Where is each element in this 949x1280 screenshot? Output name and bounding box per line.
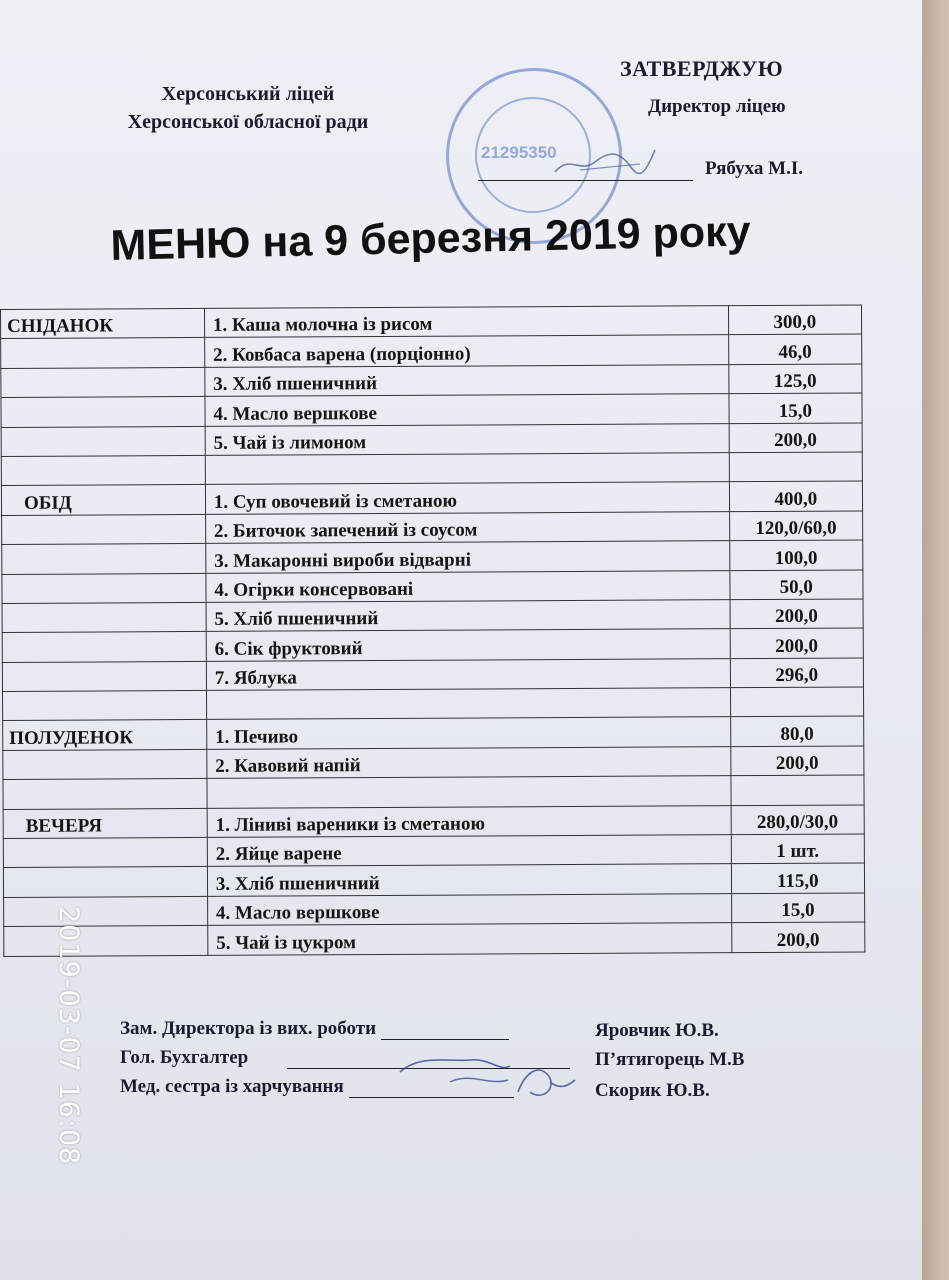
dish-cell: 2. Ковбаса варена (порціонно)	[205, 335, 729, 367]
menu-row	[1, 393, 862, 427]
portion-cell: 400,0	[729, 481, 863, 511]
meal-section-cell	[4, 926, 208, 956]
meal-section-cell	[3, 837, 207, 867]
director-signature	[550, 144, 660, 184]
org-line-1: Херсонський ліцей	[161, 83, 335, 105]
menu-row	[2, 540, 863, 574]
portion-cell: 280,0/30,0	[731, 805, 865, 835]
portion-cell: 80,0	[730, 716, 864, 746]
menu-row	[4, 922, 865, 956]
stamp-code: 21295350	[481, 143, 557, 162]
menu-row	[1, 452, 862, 486]
portion-cell: 115,0	[731, 863, 865, 893]
dish-cell: 4. Масло вершкове	[205, 394, 729, 426]
dish-cell: 3. Хліб пшеничний	[205, 364, 729, 396]
signature-role: Гол. Бухгалтер	[120, 1047, 249, 1068]
dish-cell: 4. Масло вершкове	[207, 893, 731, 925]
menu-row	[3, 716, 864, 750]
meal-section-cell	[2, 632, 206, 662]
meal-section-cell	[1, 455, 205, 485]
portion-cell: 200,0	[730, 746, 864, 776]
menu-row	[1, 305, 862, 339]
meal-section-cell	[2, 602, 206, 632]
meal-section-cell: СНІДАНОК	[1, 308, 205, 338]
dish-cell: 1. Суп овочевий із сметаною	[205, 482, 729, 514]
background-wall	[922, 0, 949, 1280]
signature-role: Зам. Директора із вих. роботи	[120, 1018, 377, 1039]
menu-row	[2, 599, 863, 633]
dish-cell: 1. Ліниві вареники із сметаною	[207, 805, 731, 837]
approve-heading: ЗАТВЕРДЖУЮ	[620, 56, 784, 81]
portion-cell: 50,0	[729, 570, 863, 600]
signature-name: Скорик Ю.В.	[595, 1080, 710, 1101]
portion-cell: 100,0	[729, 540, 863, 570]
portion-cell: 15,0	[731, 893, 865, 923]
organization-name	[78, 80, 418, 136]
dish-cell: 6. Сік фруктовий	[206, 629, 730, 661]
signature-name: Яровчик Ю.В.	[595, 1020, 719, 1041]
meal-section-cell: ВЕЧЕРЯ	[3, 808, 207, 838]
meal-section-cell	[3, 867, 207, 897]
page-title: МЕНЮ на 9 березня 2019 року	[110, 207, 752, 270]
meal-section-cell	[1, 367, 205, 397]
menu-row	[3, 775, 864, 809]
portion-cell: 200,0	[731, 922, 865, 952]
dish-cell	[207, 776, 731, 808]
meal-section-cell	[2, 573, 206, 603]
portion-cell: 200,0	[730, 599, 864, 629]
dish-cell: 2. Яйце варене	[207, 835, 731, 867]
meal-section-cell	[2, 514, 206, 544]
menu-row	[2, 570, 863, 604]
menu-table	[0, 304, 865, 956]
meal-section-cell	[4, 896, 208, 926]
menu-row	[3, 834, 864, 868]
menu-row	[2, 628, 863, 662]
meal-section-cell: ПОЛУДЕНОК	[3, 720, 207, 750]
approve-name: Рябуха М.І.	[705, 158, 803, 179]
portion-cell: 200,0	[729, 423, 863, 453]
menu-row	[2, 511, 863, 545]
menu-row	[2, 658, 863, 692]
signature-name: П’ятигорець М.В	[595, 1049, 745, 1070]
menu-row	[3, 746, 864, 780]
dish-cell	[206, 688, 730, 720]
photo-timestamp	[52, 906, 86, 1236]
dish-cell	[205, 453, 729, 485]
meal-section-cell	[3, 691, 207, 721]
dish-cell: 5. Чай із лимоном	[205, 423, 729, 455]
dish-cell: 2. Биточок запечений із соусом	[205, 511, 729, 543]
timestamp-text: 2019-03-07 16:08	[53, 906, 84, 1166]
menu-row	[1, 364, 862, 398]
portion-cell: 200,0	[730, 628, 864, 658]
meal-section-cell	[3, 749, 207, 779]
dish-cell: 3. Хліб пшеничний	[207, 864, 731, 896]
dish-cell: 7. Яблука	[206, 658, 730, 690]
portion-cell	[730, 687, 864, 717]
portion-cell: 296,0	[730, 658, 864, 688]
dish-cell: 5. Хліб пшеничний	[206, 600, 730, 632]
portion-cell	[731, 775, 865, 805]
meal-section-cell	[1, 426, 205, 456]
meal-section-cell	[1, 397, 205, 427]
handwritten-signatures	[390, 1042, 580, 1112]
menu-row	[3, 805, 864, 839]
menu-row	[1, 334, 862, 368]
dish-cell: 3. Макаронні вироби відварні	[206, 541, 730, 573]
meal-section-cell	[1, 338, 205, 368]
portion-cell: 46,0	[728, 334, 862, 364]
org-line-2: Херсонської обласної ради	[127, 111, 369, 133]
dish-cell: 5. Чай із цукром	[208, 923, 732, 955]
meal-section-cell: ОБІД	[1, 485, 205, 515]
approve-position: Директор ліцею	[648, 96, 786, 117]
menu-row	[4, 893, 865, 927]
menu-row	[3, 687, 864, 721]
portion-cell	[729, 452, 863, 482]
signature-line	[381, 1021, 509, 1040]
portion-cell: 1 шт.	[731, 834, 865, 864]
portion-cell: 120,0/60,0	[729, 511, 863, 541]
meal-section-cell	[2, 661, 206, 691]
menu-row	[3, 863, 864, 897]
dish-cell: 2. Кавовий напій	[207, 747, 731, 779]
menu-row	[1, 423, 862, 457]
portion-cell: 125,0	[728, 364, 862, 394]
meal-section-cell	[2, 544, 206, 574]
dish-cell: 4. Огірки консервовані	[206, 570, 730, 602]
menu-row	[1, 481, 862, 515]
meal-section-cell	[3, 779, 207, 809]
portion-cell: 300,0	[728, 305, 862, 335]
dish-cell: 1. Печиво	[207, 717, 731, 749]
dish-cell: 1. Каша молочна із рисом	[204, 306, 728, 338]
portion-cell: 15,0	[729, 393, 863, 423]
signature-role: Мед. сестра із харчування	[120, 1076, 344, 1097]
